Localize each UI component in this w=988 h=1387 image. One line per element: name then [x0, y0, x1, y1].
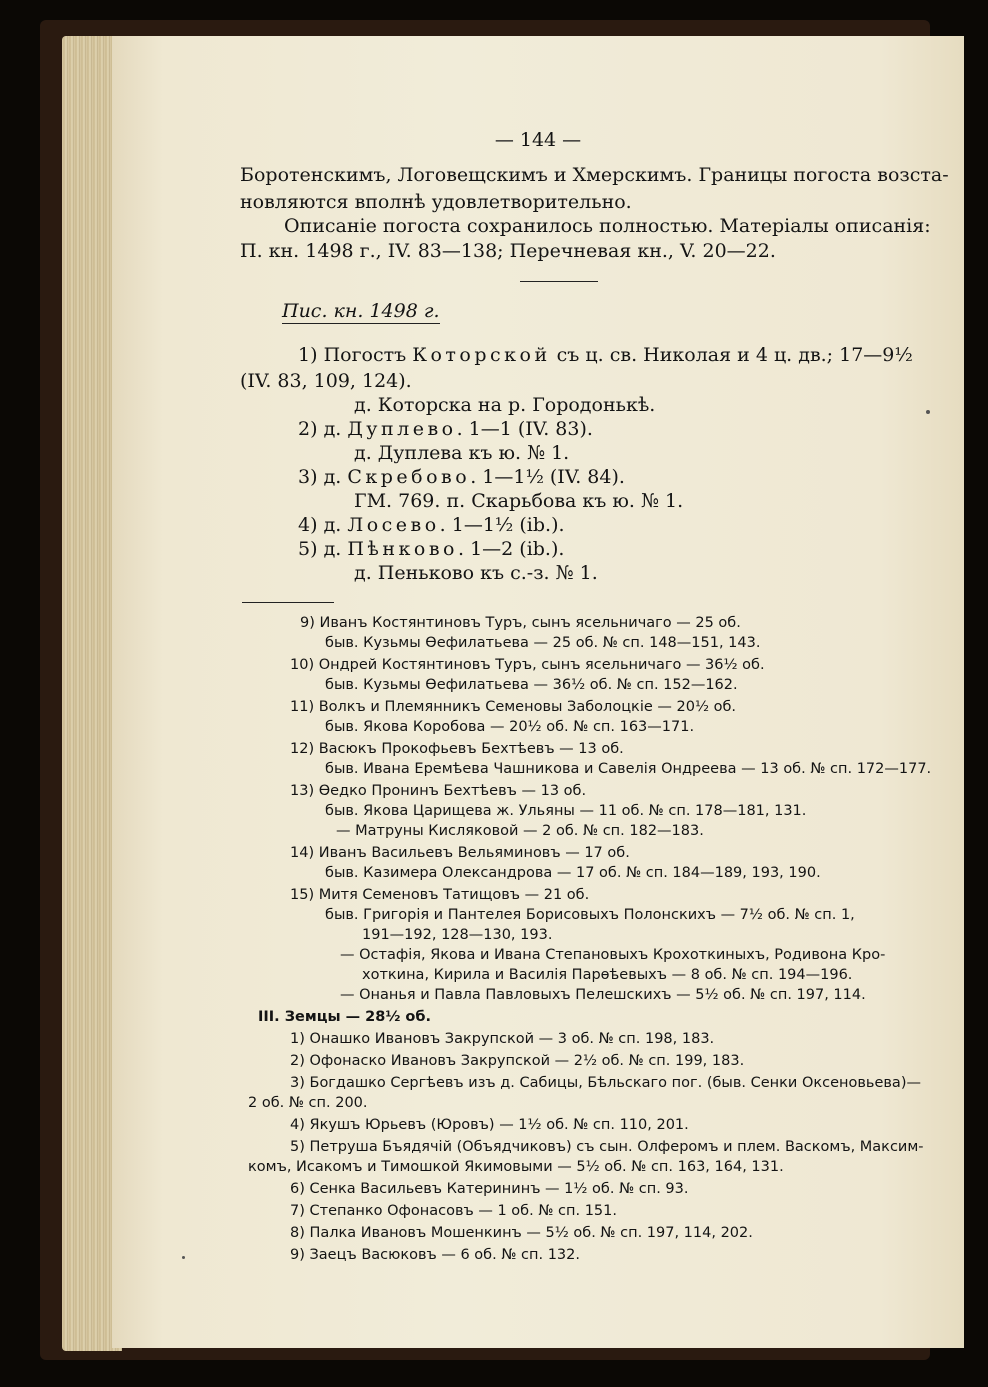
- separator-rule: [520, 281, 598, 282]
- footnote-line: 2 об. № сп. 200.: [248, 1095, 368, 1111]
- entry-text: . 1—1½ (IV. 84).: [470, 466, 625, 488]
- entry-text: (IV. 83, 109, 124).: [240, 370, 412, 392]
- entry-line: [354, 441, 569, 465]
- footnote-line: 2) Офонаско Ивановъ Закрупской — 2½ об. № сп. 199, 183.: [290, 1053, 745, 1069]
- footnote-line: быв. Григорія и Пантелея Борисовыхъ Полонскихъ — 7½ об. № сп. 1,: [325, 907, 855, 923]
- place-name: Лосево: [347, 514, 440, 536]
- ink-speck: [926, 410, 930, 414]
- footnote-line: 13) Ѳедко Пронинъ Бехтѣевъ — 13 об.: [290, 783, 587, 799]
- entry-text: . 1—1½ (ib.).: [439, 514, 565, 536]
- entry-line: [298, 537, 564, 561]
- footnote-line: быв. Ивана Еремѣева Чашникова и Савелія Ондреева — 13 об. № сп. 172—177.: [325, 761, 932, 777]
- footnote-line: 12) Васюкъ Прокофьевъ Бехтѣевъ — 13 об.: [290, 741, 624, 757]
- entry-text: д.: [323, 538, 348, 560]
- entry-text: д.: [323, 466, 348, 488]
- footnote-line: 3) Богдашко Сергѣевъ изъ д. Сабицы, Бѣльскаго пог. (быв. Сенки Оксеновьева)—: [290, 1075, 921, 1091]
- entry-text: д.: [323, 418, 348, 440]
- footnote-line: быв. Якова Царищева ж. Ульяны — 11 об. № сп. 178—181, 131.: [325, 803, 807, 819]
- footnote-line: хоткина, Кирила и Василія Парѳѣевыхъ — 8 об. № сп. 194—196.: [362, 967, 853, 983]
- footnote-line: 8) Палка Ивановъ Мошенкинъ — 5½ об. № сп. 197, 114, 202.: [290, 1225, 753, 1241]
- section-title: Пис. кн. 1498 г.: [282, 300, 440, 322]
- footnote-line: 6) Сенка Васильевъ Катерининъ — 1½ об. № сп. 93.: [290, 1181, 689, 1197]
- entry-number: 2): [298, 418, 318, 440]
- intro-line: новляются вполнѣ удовлетворительно.: [240, 191, 632, 213]
- footnote-line: 10) Ондрей Костянтиновъ Туръ, сынъ ясельничаго — 36½ об.: [290, 657, 765, 673]
- page-number: — 144 —: [494, 129, 582, 151]
- footnote-line: комъ, Исакомъ и Тимошкой Якимовыми — 5½ об. № сп. 163, 164, 131.: [248, 1159, 784, 1175]
- entry-number: 5): [298, 538, 318, 560]
- footnote-line: 5) Петруша Бъядячій (Объядчиковъ) съ сын. Олферомъ и плем. Васкомъ, Максим-: [290, 1139, 924, 1155]
- footnote-line: 9) Заецъ Васюковъ — 6 об. № сп. 132.: [290, 1247, 580, 1263]
- entry-text: д. Дуплева къ ю. № 1.: [354, 442, 570, 464]
- entry-text: . 1—1 (IV. 83).: [456, 418, 593, 440]
- entry-text: д. Которска на р. Городонькѣ.: [354, 394, 656, 416]
- section-heading: III. Земцы — 28½ об.: [258, 1009, 432, 1025]
- entry-text: Погостъ: [323, 344, 413, 366]
- footnote-line: быв. Кузьмы Ѳефилатьева — 25 об. № сп. 148—151, 143.: [325, 635, 761, 651]
- book-page: [112, 36, 964, 1348]
- entry-line: [354, 489, 683, 513]
- intro-line: П. кн. 1498 г., IV. 83—138; Перечневая кн., V. 20—22.: [240, 240, 776, 262]
- place-name: Скребово: [347, 466, 471, 488]
- intro-line: Боротенскимъ, Логовещскимъ и Хмерскимъ. Границы погоста возста-: [240, 164, 949, 186]
- entry-number: 1): [298, 344, 318, 366]
- entry-line: [240, 369, 412, 393]
- footnote-rule: [242, 602, 334, 603]
- ink-speck: [182, 1256, 185, 1259]
- entry-line: [354, 561, 598, 585]
- entry-line: [298, 343, 913, 367]
- entry-line: [354, 393, 655, 417]
- footnote-line: 191—192, 128—130, 193.: [362, 927, 553, 943]
- entry-text: д.: [323, 514, 348, 536]
- intro-line: Описаніе погоста сохранилось полностью. Матеріалы описанія:: [284, 215, 931, 237]
- footnote-line: 7) Степанко Офонасовъ — 1 об. № сп. 151.: [290, 1203, 617, 1219]
- entry-text: . 1—2 (ib.).: [457, 538, 565, 560]
- entry-line: [298, 513, 565, 537]
- entry-number: 3): [298, 466, 318, 488]
- footnote-line: — Остафія, Якова и Ивана Степановыхъ Крохоткиныхъ, Родивона Кро-: [340, 947, 886, 963]
- footnote-line: быв. Кузьмы Ѳефилатьева — 36½ об. № сп. 152—162.: [325, 677, 738, 693]
- footnote-line: быв. Якова Коробова — 20½ об. № сп. 163—171.: [325, 719, 695, 735]
- place-name: Дуплево: [347, 418, 457, 440]
- place-name: Которской: [412, 344, 551, 366]
- footnote-line: 11) Волкъ и Племянникъ Семеновы Заболоцкіе — 20½ об.: [290, 699, 737, 715]
- footnote-line: 9) Иванъ Костянтиновъ Туръ, сынъ ясельничаго — 25 об.: [300, 615, 741, 631]
- entry-text: ГМ. 769. п. Скарьбова къ ю. № 1.: [354, 490, 684, 512]
- footnote-line: — Матруны Кисляковой — 2 об. № сп. 182—183.: [336, 823, 704, 839]
- footnote-line: 14) Иванъ Васильевъ Вельяминовъ — 17 об.: [290, 845, 630, 861]
- entry-line: [298, 417, 593, 441]
- entry-text: съ ц. св. Николая и 4 ц. дв.; 17—9½: [550, 344, 913, 366]
- footnote-line: 4) Якушъ Юрьевъ (Юровъ) — 1½ об. № сп. 110, 201.: [290, 1117, 689, 1133]
- entry-text: д. Пеньково къ с.-з. № 1.: [354, 562, 598, 584]
- footnote-line: — Онанья и Павла Павловыхъ Пелешскихъ — 5½ об. № сп. 197, 114.: [340, 987, 866, 1003]
- entry-line: [298, 465, 625, 489]
- place-name: Пѣнково: [347, 538, 458, 560]
- footnote-line: быв. Казимера Олександрова — 17 об. № сп. 184—189, 193, 190.: [325, 865, 821, 881]
- footnote-line: 1) Онашко Ивановъ Закрупской — 3 об. № сп. 198, 183.: [290, 1031, 715, 1047]
- entry-number: 4): [298, 514, 318, 536]
- footnote-line: 15) Митя Семеновъ Татищовъ — 21 об.: [290, 887, 590, 903]
